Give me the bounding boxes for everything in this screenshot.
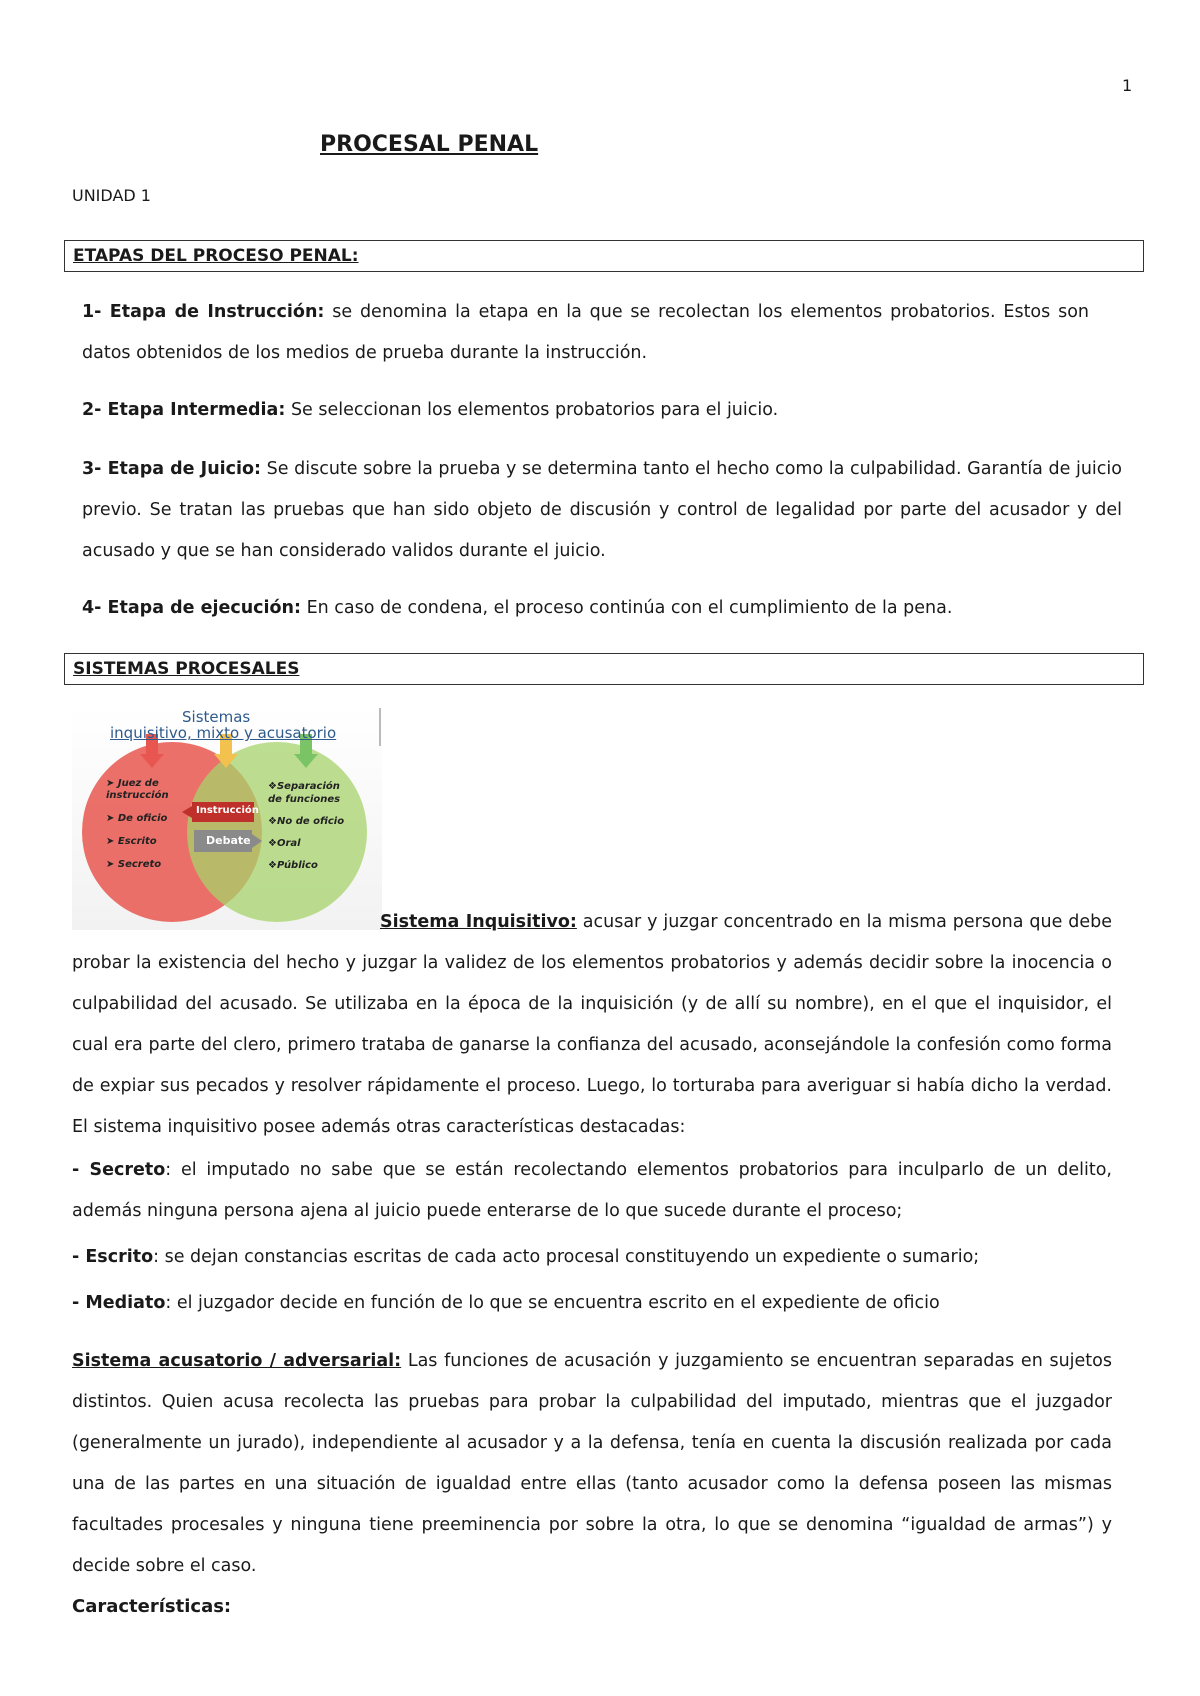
right-item-2: ❖No de oficio — [268, 816, 345, 827]
unit-label: UNIDAD 1 — [72, 186, 151, 205]
right-item-4: ❖Público — [268, 860, 318, 871]
instruction-label: Instrucción — [196, 805, 259, 816]
stage-1 — [82, 292, 1089, 374]
stage-3-label: 3- Etapa de Juicio: — [82, 459, 262, 479]
right-item-3: ❖Oral — [268, 838, 301, 849]
inquisitive-label: Sistema Inquisitivo: — [380, 912, 577, 932]
accusatory-text: Las funciones de acusación y juzgamiento se encuentran separadas en sujetos distintos. Quien acusa recolecta las pruebas para probar la culpabilidad del imputado, mientras que el juzgador (generalmente un jurado), independiente al acusador y a la defensa, tenía en cuenta la discusión realizada por cada una de las partes en una situación de igualdad entre ellas (tanto acusador como la defensa poseen las mismas facultades procesales y ninguna tiene preeminencia por sobre la otra, lo que se denomina “igualdad de armas”) y decide sobre el caso. — [72, 1351, 1112, 1576]
stage-1-text: se denomina la etapa en la que se recolectan los elementos probatorios. Estos son datos obtenidos de los medios de prueba durante la instrucción. — [82, 302, 1089, 363]
right-item-1: ❖Separación de funciones — [268, 781, 341, 805]
feature-secret — [72, 1150, 1112, 1232]
debate-label: Debate — [206, 834, 251, 847]
inquisitive-paragraph — [72, 902, 1112, 1148]
page-number: 1 — [1122, 76, 1133, 95]
figure-title-line1: Sistemas — [182, 708, 251, 726]
section-heading-stages-text: ETAPAS DEL PROCESO PENAL: — [73, 246, 359, 266]
stage-1-label: 1- Etapa de Instrucción: — [82, 302, 325, 322]
left-list — [106, 778, 167, 871]
feature-written-text: : se dejan constancias escritas de cada acto procesal constituyendo un expediente o sumario; — [153, 1247, 980, 1267]
systems-figure — [72, 706, 382, 930]
feature-written-label: - Escrito — [72, 1247, 154, 1267]
section-heading-stages — [64, 240, 1144, 272]
feature-written — [72, 1237, 1112, 1278]
document-title: PROCESAL PENAL — [320, 132, 539, 157]
stage-2-text: Se seleccionan los elementos probatorios para el juicio. — [285, 400, 779, 420]
feature-secret-text: : el imputado no sabe que se están recolectando elementos probatorios para inculparlo de un delito, además ninguna persona ajena al juicio puede enterarse de lo que sucede durante el proceso; — [72, 1160, 1112, 1221]
accusatory-label: Sistema acusatorio / adversarial: — [72, 1351, 402, 1371]
feature-mediate-text: : el juzgador decide en función de lo que se encuentra escrito en el expediente de oficio — [165, 1293, 940, 1313]
stage-3 — [82, 449, 1122, 572]
feature-secret-label: - Secreto — [72, 1160, 166, 1180]
section-heading-systems-text: SISTEMAS PROCESALES — [73, 659, 300, 679]
inquisitive-text: acusar y juzgar concentrado en la misma persona que debe probar la existencia del hecho y juzgar la validez de los elementos probatorios y además decidir sobre la inocencia o culpabilidad del acusado. Se utilizaba en la época de la inquisición (y de allí su nombre), en el que el inquisidor, el cual era parte del clero, primero trataba de ganarse la confianza del acusado, aconsejándole la confesión como forma de expiar sus pecados y resolver rápidamente el proceso. Luego, lo torturaba para averiguar si había dicho la verdad. El sistema inquisitivo posee además otras características destacadas: — [72, 912, 1112, 1137]
accusatory-paragraph — [72, 1341, 1112, 1587]
stage-2 — [82, 390, 1089, 431]
stage-4-text: En caso de condena, el proceso continúa con el cumplimiento de la pena. — [301, 598, 953, 618]
stage-2-label: 2- Etapa Intermedia: — [82, 400, 286, 420]
feature-mediate — [72, 1283, 1112, 1324]
left-item-4: ➤ Secreto — [106, 859, 162, 870]
feature-mediate-label: - Mediato — [72, 1293, 166, 1313]
stage-4-label: 4- Etapa de ejecución: — [82, 598, 301, 618]
left-item-1: ➤ Juez de instrucción — [106, 778, 169, 801]
stage-4 — [82, 588, 1122, 629]
stage-3-text: Se discute sobre la prueba y se determina tanto el hecho como la culpabilidad. Garantía de juicio previo. Se tratan las pruebas que han sido objeto de discusión y control de legalidad por parte del acusador y del acusado y que se han considerado validos durante el juicio. — [82, 459, 1122, 561]
right-list — [268, 780, 346, 872]
left-item-3: ➤ Escrito — [106, 836, 157, 847]
characteristics-heading: Características: — [72, 1596, 232, 1617]
left-item-2: ➤ De oficio — [106, 813, 168, 824]
section-heading-systems — [64, 653, 1144, 685]
figure-title-line2: inquisitivo, mixto y acusatorio — [110, 724, 337, 742]
